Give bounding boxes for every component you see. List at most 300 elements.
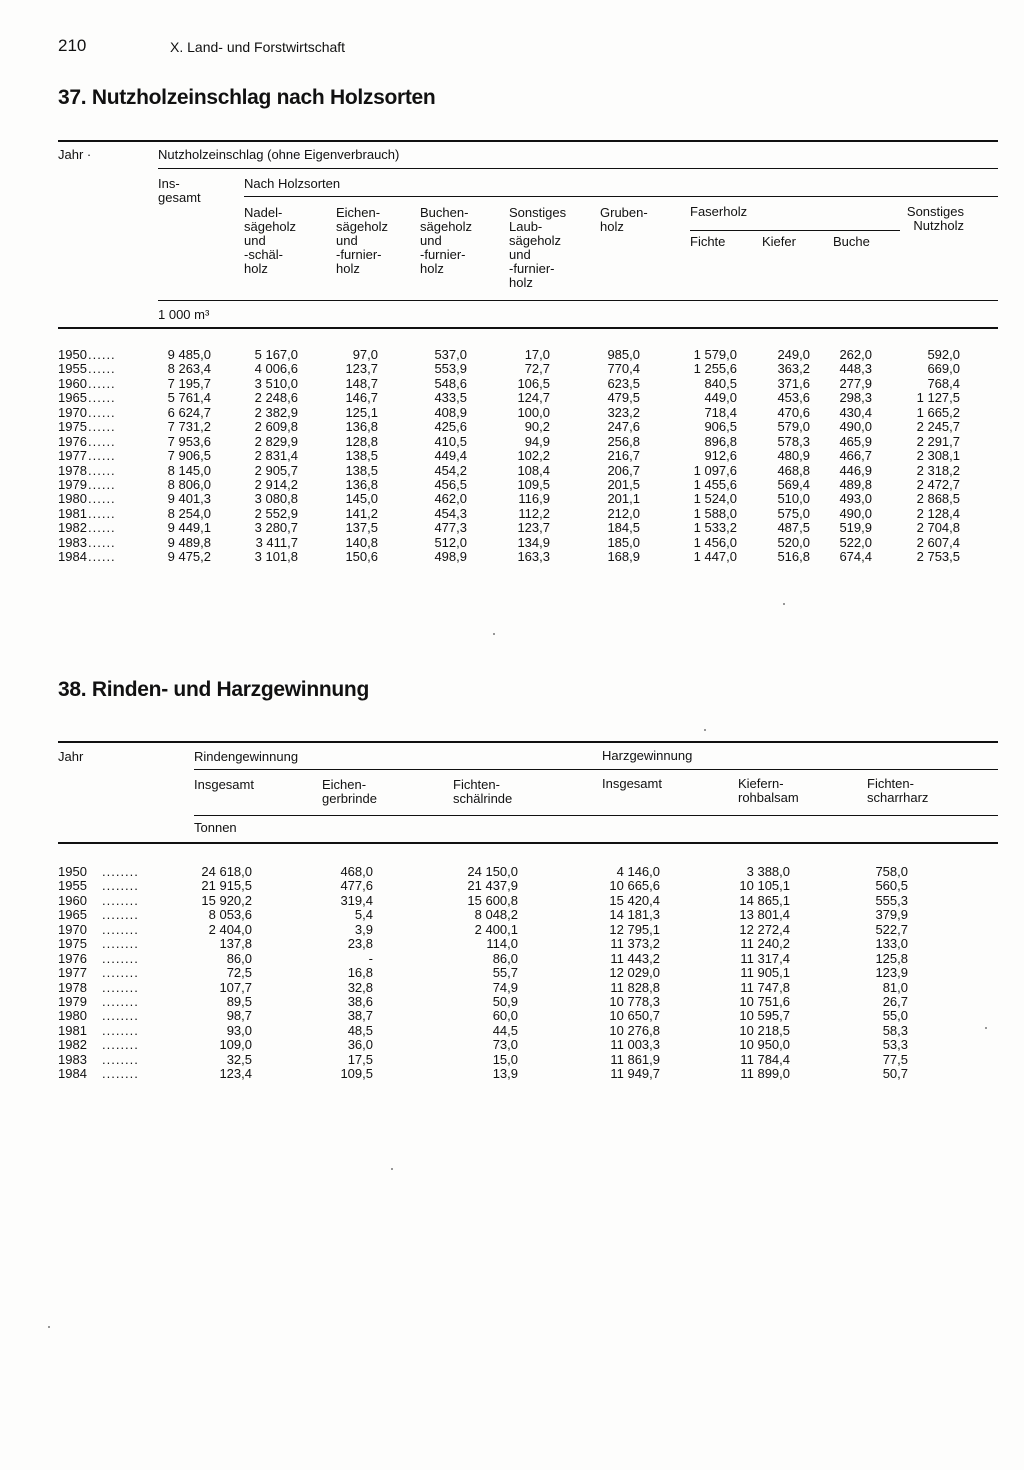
table-row	[58, 952, 978, 966]
value-cell: 2 905,7	[254, 462, 298, 478]
value-cell: 512,0	[434, 534, 467, 550]
scan-speck	[704, 729, 706, 731]
value-cell: 44,5	[492, 1022, 518, 1038]
year-cell: 1982	[58, 520, 87, 536]
value-cell: 465,9	[839, 433, 872, 449]
value-cell: 490,0	[839, 419, 872, 435]
value-cell: 446,9	[839, 462, 872, 478]
value-cell: 15 920,2	[201, 892, 252, 908]
value-cell: 138,5	[345, 462, 378, 478]
table-row	[58, 1053, 978, 1067]
value-cell: 2 128,4	[916, 505, 960, 521]
value-cell: 13,9	[492, 1066, 518, 1082]
value-cell: 3,9	[354, 921, 373, 937]
value-cell: 38,7	[347, 1008, 373, 1024]
year-cell: 1981	[58, 1022, 87, 1038]
scan-speck	[391, 1168, 393, 1170]
value-cell: 477,3	[434, 520, 467, 536]
value-cell: 74,9	[492, 979, 518, 995]
value-cell: 896,8	[704, 433, 737, 449]
value-cell: 15 420,4	[609, 892, 660, 908]
value-cell: 623,5	[607, 375, 640, 391]
value-cell: 519,9	[839, 520, 872, 536]
value-cell: 770,4	[607, 361, 640, 377]
value-cell: 2 831,4	[254, 448, 298, 464]
table-row	[58, 391, 978, 405]
leader-dots: ........	[102, 1037, 139, 1053]
value-cell: 448,3	[839, 361, 872, 377]
leader-dots: ........	[102, 965, 139, 981]
value-cell: 298,3	[839, 390, 872, 406]
value-cell: 247,6	[607, 419, 640, 435]
value-cell: 140,8	[345, 534, 378, 550]
table37-col-nadel: Nadel- sägeholz und -schäl- holz	[244, 205, 297, 276]
value-cell: 12 272,4	[739, 921, 790, 937]
table37-body	[58, 348, 978, 565]
value-cell: 468,8	[777, 462, 810, 478]
table38-top-rule	[58, 741, 998, 743]
value-cell: 1 588,0	[693, 505, 737, 521]
value-cell: 454,2	[434, 462, 467, 478]
value-cell: 100,0	[517, 404, 550, 420]
value-cell: 32,5	[226, 1051, 252, 1067]
table-row	[58, 377, 978, 391]
value-cell: 2 472,7	[916, 476, 960, 492]
year-cell: 1977	[58, 965, 87, 981]
year-cell: 1950	[58, 864, 87, 879]
value-cell: 125,1	[345, 404, 378, 420]
table-row	[58, 362, 978, 376]
value-cell: 7 953,6	[167, 433, 211, 449]
value-cell: 109,5	[340, 1066, 373, 1082]
leader-dots: ......	[88, 404, 116, 420]
value-cell: 55,0	[882, 1008, 908, 1024]
value-cell: 2 318,2	[916, 462, 960, 478]
value-cell: 9 475,2	[167, 549, 211, 565]
table37-col-kiefer: Kiefer	[762, 234, 796, 249]
leader-dots: ......	[88, 491, 116, 507]
leader-dots: ........	[102, 1022, 139, 1038]
year-cell: 1981	[58, 505, 87, 521]
value-cell: 8 048,2	[474, 907, 518, 923]
value-cell: 490,0	[839, 505, 872, 521]
table37-faserholz-rule	[690, 230, 900, 231]
value-cell: 10 950,0	[739, 1037, 790, 1053]
value-cell: 8 806,0	[167, 476, 211, 492]
value-cell: 53,3	[882, 1037, 908, 1053]
table37-faserholz: Faserholz	[690, 204, 748, 219]
value-cell: 2 609,8	[254, 419, 298, 435]
value-cell: 11 317,4	[740, 950, 790, 966]
value-cell: 553,9	[434, 361, 467, 377]
value-cell: 97,0	[352, 347, 378, 362]
value-cell: 141,2	[345, 505, 378, 521]
year-cell: 1975	[58, 419, 87, 435]
page-number: 210	[58, 36, 87, 55]
table-row	[58, 1024, 978, 1038]
leader-dots: ........	[102, 936, 139, 952]
value-cell: 128,8	[345, 433, 378, 449]
value-cell: 72,7	[524, 361, 550, 377]
value-cell: 11 003,3	[610, 1037, 660, 1053]
scan-speck	[783, 603, 785, 605]
value-cell: 134,9	[517, 534, 550, 550]
table38-unit-rule-top	[194, 815, 998, 816]
value-cell: 578,3	[777, 433, 810, 449]
value-cell: 3 411,7	[255, 534, 298, 550]
value-cell: 10 595,7	[739, 1008, 790, 1024]
value-cell: 13 801,4	[739, 907, 790, 923]
value-cell: 3 080,8	[254, 491, 298, 507]
table37-span-header: Nutzholzeinschlag (ohne Eigenverbrauch)	[158, 147, 400, 162]
value-cell: 8 053,6	[208, 907, 252, 923]
table-row	[58, 937, 978, 951]
value-cell: 93,0	[226, 1022, 252, 1038]
value-cell: 410,5	[434, 433, 467, 449]
value-cell: 11 828,8	[610, 979, 660, 995]
year-cell: 1984	[58, 1066, 87, 1082]
value-cell: 137,5	[345, 520, 378, 536]
value-cell: 11 861,9	[610, 1051, 660, 1067]
value-cell: 379,9	[875, 907, 908, 923]
value-cell: 2 291,7	[916, 433, 960, 449]
table-row	[58, 507, 978, 521]
value-cell: 11 240,2	[740, 936, 790, 952]
value-cell: 2 308,1	[916, 448, 960, 464]
table38-col-h-insgesamt: Insgesamt	[602, 776, 662, 791]
table-row	[58, 865, 978, 879]
value-cell: 146,7	[345, 390, 378, 406]
value-cell: 116,9	[518, 491, 550, 507]
value-cell: 163,3	[517, 549, 550, 565]
value-cell: 2 552,9	[254, 505, 298, 521]
value-cell: 81,0	[882, 979, 908, 995]
table-row	[58, 348, 978, 362]
value-cell: 136,8	[345, 419, 378, 435]
value-cell: 150,6	[345, 549, 378, 565]
value-cell: 262,0	[839, 347, 872, 362]
value-cell: 7 906,5	[167, 448, 211, 464]
value-cell: 10 778,3	[609, 993, 660, 1009]
value-cell: 32,8	[347, 979, 373, 995]
value-cell: 109,0	[219, 1037, 252, 1053]
value-cell: 768,4	[927, 375, 960, 391]
year-cell: 1970	[58, 404, 87, 420]
value-cell: 592,0	[927, 347, 960, 362]
value-cell: 487,5	[777, 520, 810, 536]
table38-unit: Tonnen	[194, 820, 237, 835]
value-cell: 123,7	[345, 361, 378, 377]
value-cell: 2 868,5	[916, 491, 960, 507]
value-cell: 108,4	[517, 462, 550, 478]
value-cell: 137,8	[219, 936, 252, 952]
value-cell: 2 400,1	[474, 921, 518, 937]
value-cell: 98,7	[226, 1008, 252, 1024]
value-cell: 60,0	[492, 1008, 518, 1024]
value-cell: 520,0	[777, 534, 810, 550]
value-cell: 36,0	[347, 1037, 373, 1053]
table38-rinden: Rindengewinnung	[194, 749, 299, 764]
value-cell: 1 456,0	[693, 534, 737, 550]
value-cell: 669,0	[927, 361, 960, 377]
leader-dots: ......	[88, 462, 116, 478]
value-cell: 15,0	[492, 1051, 518, 1067]
year-cell: 1955	[58, 361, 87, 377]
value-cell: 9 449,1	[167, 520, 211, 536]
table37-unit: 1 000 m³	[158, 307, 210, 322]
table-row	[58, 521, 978, 535]
value-cell: 462,0	[434, 491, 467, 507]
leader-dots: ......	[88, 419, 116, 435]
value-cell: 433,5	[434, 390, 467, 406]
table38-harz: Harzgewinnung	[602, 748, 693, 763]
value-cell: 906,5	[704, 419, 737, 435]
table38-col-r-insgesamt: Insgesamt	[194, 777, 254, 792]
value-cell: 86,0	[492, 950, 518, 966]
value-cell: 489,8	[839, 476, 872, 492]
value-cell: 5,4	[354, 907, 373, 923]
year-cell: 1965	[58, 907, 87, 923]
table-row	[58, 420, 978, 434]
year-cell: 1979	[58, 476, 87, 492]
value-cell: 55,7	[492, 965, 518, 981]
table37-col-gruben: Gruben- holz	[600, 205, 648, 234]
leader-dots: ......	[88, 534, 116, 550]
value-cell: 453,6	[777, 390, 810, 406]
year-cell: 1975	[58, 936, 87, 952]
value-cell: 212,0	[607, 505, 640, 521]
value-cell: 9 485,0	[167, 347, 211, 362]
year-cell: 1984	[58, 549, 87, 565]
year-cell: 1950	[58, 347, 87, 362]
value-cell: 7 731,2	[167, 419, 211, 435]
value-cell: 548,6	[434, 375, 467, 391]
leader-dots: ........	[102, 864, 139, 879]
value-cell: 319,4	[340, 892, 373, 908]
table37-col-fichte: Fichte	[690, 234, 726, 249]
table37-col-sonstiges-laub: Sonstiges Laub- sägeholz und -furnier- holz	[509, 205, 567, 290]
table-row	[58, 550, 978, 564]
table-row	[58, 981, 978, 995]
table-row	[58, 478, 978, 492]
value-cell: 148,7	[345, 375, 378, 391]
value-cell: 10 105,1	[739, 878, 790, 894]
value-cell: 124,7	[517, 390, 550, 406]
year-cell: 1983	[58, 1051, 87, 1067]
table37-col-eichen: Eichen- sägeholz und -furnier- holz	[336, 205, 389, 276]
value-cell: 201,5	[607, 476, 640, 492]
table-row	[58, 1009, 978, 1023]
value-cell: 15 600,8	[467, 892, 518, 908]
value-cell: 10 665,6	[609, 878, 660, 894]
table-row	[58, 449, 978, 463]
value-cell: 3 280,7	[254, 520, 298, 536]
value-cell: 9 489,8	[167, 534, 211, 550]
value-cell: 184,5	[607, 520, 640, 536]
year-cell: 1960	[58, 892, 87, 908]
value-cell: 2 753,5	[916, 549, 960, 565]
value-cell: 136,8	[345, 476, 378, 492]
value-cell: 323,2	[607, 404, 640, 420]
value-cell: 94,9	[524, 433, 550, 449]
leader-dots: ......	[88, 433, 116, 449]
value-cell: 430,4	[839, 404, 872, 420]
value-cell: 3 101,8	[254, 549, 298, 565]
table38-span-rule	[194, 769, 998, 770]
value-cell: 493,0	[839, 491, 872, 507]
table37-title: 37. Nutzholzeinschlag nach Holzsorten	[58, 86, 436, 109]
table38-col-fichten-schael: Fichten- schälrinde	[453, 777, 513, 806]
table-row	[58, 908, 978, 922]
table-row	[58, 406, 978, 420]
table37-span-rule	[158, 168, 998, 169]
value-cell: 14 865,1	[739, 892, 790, 908]
value-cell: 17,5	[347, 1051, 373, 1067]
table37-col-insgesamt: Ins- gesamt	[158, 176, 201, 205]
table-row	[58, 1067, 978, 1081]
value-cell: 1 447,0	[693, 549, 737, 565]
value-cell: 11 443,2	[610, 950, 660, 966]
value-cell: 216,7	[607, 448, 640, 464]
value-cell: 23,8	[347, 936, 373, 952]
year-cell: 1970	[58, 921, 87, 937]
table37-col-buchen: Buchen- sägeholz und -furnier- holz	[420, 205, 473, 276]
year-cell: 1980	[58, 1008, 87, 1024]
value-cell: 758,0	[875, 864, 908, 879]
year-cell: 1977	[58, 448, 87, 464]
value-cell: 11 949,7	[610, 1066, 660, 1082]
leader-dots: ........	[102, 892, 139, 908]
value-cell: 123,7	[517, 520, 550, 536]
value-cell: 58,3	[882, 1022, 908, 1038]
table38-title: 38. Rinden- und Harzgewinnung	[58, 678, 369, 701]
value-cell: 1 533,2	[693, 520, 737, 536]
value-cell: 537,0	[434, 347, 467, 362]
value-cell: 48,5	[347, 1022, 373, 1038]
value-cell: 1 455,6	[693, 476, 737, 492]
value-cell: 579,0	[777, 419, 810, 435]
table37-col-sonstiges-nutz: Sonstiges Nutzholz	[906, 204, 964, 233]
table38-header-bottom-rule	[58, 842, 998, 844]
table37-unit-rule-top	[158, 300, 998, 301]
table37-header-bottom-rule	[58, 327, 998, 329]
year-cell: 1983	[58, 534, 87, 550]
scan-speck	[985, 1027, 987, 1029]
value-cell: 2 382,9	[254, 404, 298, 420]
value-cell: 168,9	[607, 549, 640, 565]
value-cell: 26,7	[882, 993, 908, 1009]
value-cell: 50,9	[492, 993, 518, 1009]
value-cell: 206,7	[607, 462, 640, 478]
table38-col-jahr: Jahr	[58, 749, 84, 764]
value-cell: 480,9	[777, 448, 810, 464]
leader-dots: ........	[102, 979, 139, 995]
value-cell: 2 245,7	[916, 419, 960, 435]
table37-top-rule	[58, 140, 998, 142]
value-cell: 2 704,8	[916, 520, 960, 536]
value-cell: 11 899,0	[740, 1066, 790, 1082]
value-cell: 14 181,3	[609, 907, 660, 923]
table-row	[58, 923, 978, 937]
table37-holzsorten-rule	[244, 196, 998, 197]
value-cell: 10 751,6	[739, 993, 790, 1009]
value-cell: 123,9	[875, 965, 908, 981]
year-cell: 1955	[58, 878, 87, 894]
value-cell: 125,8	[875, 950, 908, 966]
value-cell: 8 263,4	[167, 361, 211, 377]
value-cell: 72,5	[226, 965, 252, 981]
table-row	[58, 966, 978, 980]
value-cell: 11 905,1	[740, 965, 790, 981]
leader-dots: ........	[102, 921, 139, 937]
value-cell: 123,4	[219, 1066, 252, 1082]
value-cell: 498,9	[434, 549, 467, 565]
year-cell: 1978	[58, 979, 87, 995]
value-cell: 449,0	[704, 390, 737, 406]
value-cell: 1 524,0	[693, 491, 737, 507]
leader-dots: ........	[102, 993, 139, 1009]
year-cell: 1960	[58, 375, 87, 391]
value-cell: 21 915,5	[201, 878, 252, 894]
value-cell: 510,0	[777, 491, 810, 507]
value-cell: 277,9	[839, 375, 872, 391]
value-cell: 12 029,0	[609, 965, 660, 981]
table38-col-eichen: Eichen- gerbrinde	[322, 777, 377, 806]
table37-col-jahr: Jahr ·	[58, 147, 92, 162]
value-cell: 112,2	[518, 505, 550, 521]
year-cell: 1976	[58, 433, 87, 449]
year-cell: 1980	[58, 491, 87, 507]
table-row	[58, 1038, 978, 1052]
scan-speck	[48, 1326, 50, 1328]
leader-dots: ......	[88, 390, 116, 406]
value-cell: 185,0	[607, 534, 640, 550]
leader-dots: ......	[88, 361, 116, 377]
year-cell: 1978	[58, 462, 87, 478]
table-row	[58, 492, 978, 506]
value-cell: 107,7	[219, 979, 252, 995]
value-cell: 3 510,0	[254, 375, 298, 391]
value-cell: 5 167,0	[254, 347, 298, 362]
value-cell: 17,0	[524, 347, 550, 362]
leader-dots: ........	[102, 907, 139, 923]
table38-col-fichten-scharr: Fichten- scharrharz	[867, 776, 929, 805]
value-cell: 5 761,4	[167, 390, 211, 406]
value-cell: 133,0	[875, 936, 908, 952]
value-cell: 2 248,6	[254, 390, 298, 406]
leader-dots: ......	[88, 549, 116, 565]
table-row	[58, 536, 978, 550]
value-cell: 1 127,5	[916, 390, 960, 406]
value-cell: 555,3	[875, 892, 908, 908]
value-cell: 10 276,8	[609, 1022, 660, 1038]
value-cell: 24 150,0	[467, 864, 518, 879]
chapter-title: X. Land- und Forstwirtschaft	[170, 39, 346, 55]
value-cell: 1 097,6	[693, 462, 737, 478]
table-row	[58, 995, 978, 1009]
table-row	[58, 435, 978, 449]
value-cell: 912,6	[704, 448, 737, 464]
value-cell: 50,7	[882, 1066, 908, 1082]
value-cell: 89,5	[226, 993, 252, 1009]
value-cell: 2 607,4	[916, 534, 960, 550]
value-cell: 2 829,9	[254, 433, 298, 449]
value-cell: 8 254,0	[167, 505, 211, 521]
value-cell: 569,4	[777, 476, 810, 492]
leader-dots: ........	[102, 1051, 139, 1067]
value-cell: 102,2	[517, 448, 550, 464]
leader-dots: ......	[88, 520, 116, 536]
